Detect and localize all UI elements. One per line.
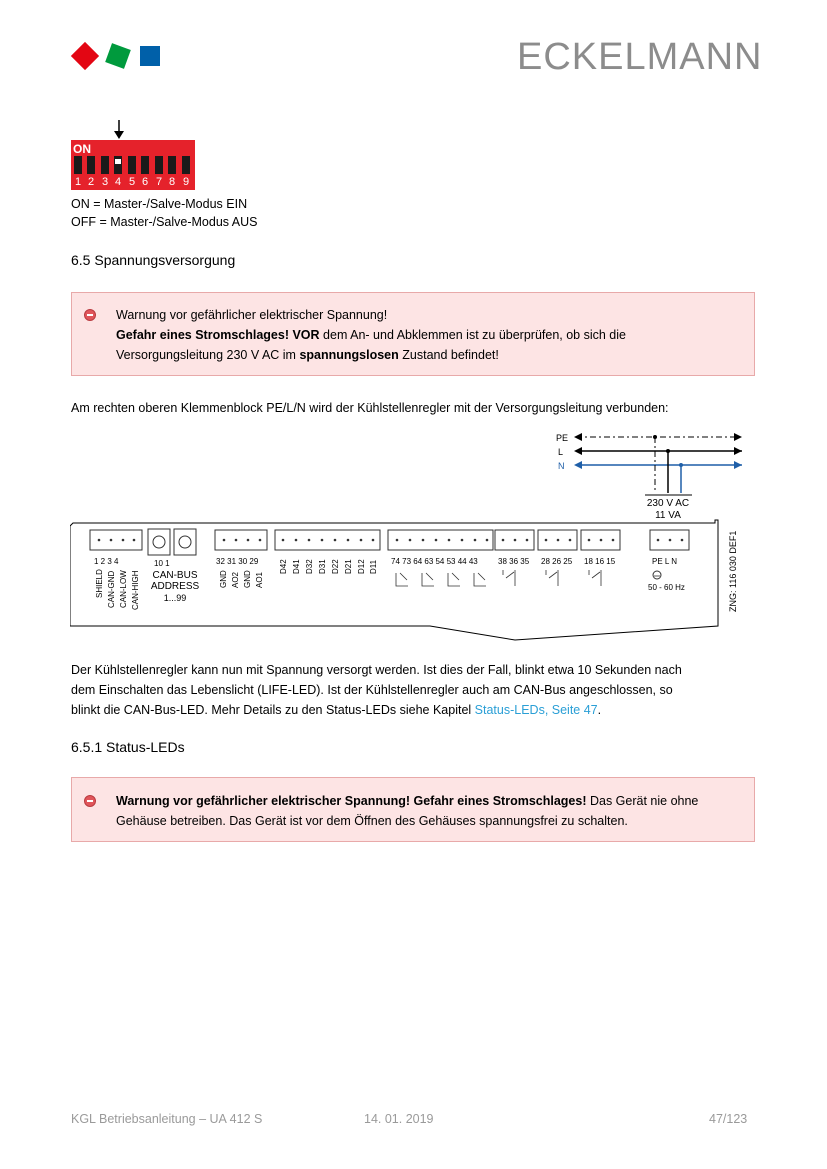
dip-num: 3 bbox=[101, 176, 109, 188]
drawing-number: ZNG: 116 030 DEF1 bbox=[728, 530, 738, 612]
label-d42: D42 bbox=[279, 559, 288, 574]
label-d32: D32 bbox=[305, 559, 314, 574]
frequency-label: 50 - 60 Hz bbox=[648, 583, 685, 592]
terminal-numbers-relays: 74 73 64 63 54 53 44 43 bbox=[391, 557, 478, 566]
label-gnd-2: GND bbox=[243, 570, 252, 588]
warning-1-bold-3: spannungslosen bbox=[299, 348, 399, 362]
logo bbox=[72, 42, 164, 72]
warning-1-text-3: Zustand befindet! bbox=[398, 348, 499, 362]
pe-node bbox=[653, 435, 657, 439]
warning-1-text bbox=[116, 305, 626, 365]
supply-power: 11 VA bbox=[655, 510, 681, 521]
label-d31: D31 bbox=[318, 559, 327, 574]
label-d21: D21 bbox=[344, 559, 353, 574]
paragraph-status-line-3: blinkt die CAN-Bus-LED. Mehr Details zu den Status-LEDs siehe Kapitel bbox=[71, 703, 475, 717]
l-node bbox=[666, 449, 670, 453]
warning-1-text-1: dem An- und Abklemmen ist zu überprüfen, ob sich die bbox=[319, 328, 626, 342]
l-arrow-left-icon bbox=[574, 447, 582, 455]
dip-num: 9 bbox=[182, 176, 190, 188]
dip-knob bbox=[115, 159, 121, 164]
dip-switch-4 bbox=[114, 156, 122, 174]
warning-icon bbox=[84, 795, 96, 807]
warning-1-text-2: Versorgungsleitung 230 V AC im bbox=[116, 348, 300, 362]
n-arrow-left-icon bbox=[574, 461, 582, 469]
warning-1-bold-2: VOR bbox=[292, 328, 320, 342]
label-d12: D12 bbox=[357, 559, 366, 574]
l-arrow-right-icon bbox=[734, 447, 742, 455]
label-n: N bbox=[558, 461, 565, 471]
dip-switch-5 bbox=[128, 156, 136, 174]
paragraph-status-line-3-end: . bbox=[597, 703, 602, 717]
dip-legend-on: ON = Master-/Salve-Modus EIN bbox=[71, 197, 248, 211]
dip-num: 4 bbox=[114, 176, 122, 188]
logo-blue-square bbox=[140, 46, 160, 66]
rotary-numbers: 10 1 bbox=[154, 559, 170, 568]
address-range: 1...99 bbox=[163, 593, 187, 603]
warning-box-1 bbox=[71, 292, 755, 376]
terminal-numbers-ao: 32 31 30 29 bbox=[216, 557, 259, 566]
dip-switch-3 bbox=[101, 156, 109, 174]
warning-2-text bbox=[116, 791, 698, 831]
label-pe: PE bbox=[556, 433, 569, 443]
paragraph-status-line-2: dem Einschalten das Lebenslicht (LIFE-LED). Ist der Kühlstellenregler auch am CAN-Bus angeschlossen, so bbox=[71, 683, 673, 697]
warning-box-2 bbox=[71, 777, 755, 842]
label-gnd-1: GND bbox=[219, 570, 228, 588]
paragraph-connection: Am rechten oberen Klemmenblock PE/L/N wird der Kühlstellenregler mit der Versorgungsleitung verbunden: bbox=[71, 401, 669, 415]
section-title-6-5: 6.5 Spannungsversorgung bbox=[71, 252, 236, 268]
label-can-gnd: CAN-GND bbox=[107, 570, 116, 608]
pe-arrow-left-icon bbox=[574, 433, 582, 441]
dip-num: 7 bbox=[155, 176, 163, 188]
paragraph-status-line-1: Der Kühlstellenregler kann nun mit Spannung versorgt werden. Ist dies der Fall, blinkt etwa 10 Sekunden nach bbox=[71, 663, 682, 677]
address-label: ADDRESS bbox=[150, 581, 200, 592]
dip-num: 8 bbox=[168, 176, 176, 188]
terminal-numbers-r2: 38 36 35 bbox=[498, 557, 530, 566]
brand-name: ECKELMANN bbox=[517, 36, 763, 78]
label-d22: D22 bbox=[331, 559, 340, 574]
footer-page-number: 47/123 bbox=[709, 1112, 748, 1126]
terminal-numbers-r4: 18 16 15 bbox=[584, 557, 616, 566]
terminal-numbers-pln: PE L N bbox=[652, 557, 678, 566]
dip-switch-6 bbox=[141, 156, 149, 174]
canbus-label: CAN-BUS bbox=[152, 570, 198, 581]
n-arrow-right-icon bbox=[734, 461, 742, 469]
wiring-diagram bbox=[70, 428, 760, 653]
dip-switch-9 bbox=[182, 156, 190, 174]
logo-red-square bbox=[71, 42, 99, 70]
dip-on-label: ON bbox=[73, 142, 91, 156]
dip-num: 5 bbox=[128, 176, 136, 188]
footer-title: KGL Betriebsanleitung – UA 412 S bbox=[71, 1112, 263, 1126]
dip-legend-off: OFF = Master-/Salve-Modus AUS bbox=[71, 215, 258, 229]
label-can-low: CAN-LOW bbox=[119, 570, 128, 608]
footer-date: 14. 01. 2019 bbox=[364, 1112, 434, 1126]
dip-switch-1 bbox=[74, 156, 82, 174]
dip-switch bbox=[71, 140, 195, 190]
status-leds-link[interactable]: Status-LEDs, Seite 47 bbox=[474, 703, 598, 717]
warning-icon bbox=[84, 309, 96, 321]
terminal-numbers-r3: 28 26 25 bbox=[541, 557, 573, 566]
warning-1-title: Warnung vor gefährlicher elektrischer Spannung! bbox=[116, 308, 388, 322]
warning-2-text-1: Das Gerät nie ohne bbox=[586, 794, 699, 808]
label-d41: D41 bbox=[292, 559, 301, 574]
supply-voltage: 230 V AC bbox=[646, 498, 690, 509]
dip-num: 1 bbox=[74, 176, 82, 188]
dip-switch-8 bbox=[168, 156, 176, 174]
label-can-high: CAN-HIGH bbox=[131, 570, 140, 610]
paragraph-status bbox=[71, 660, 682, 720]
dip-num: 6 bbox=[141, 176, 149, 188]
dip-switch-2 bbox=[87, 156, 95, 174]
warning-2-bold: Warnung vor gefährlicher elektrischer Spannung! Gefahr eines Stromschlages! bbox=[116, 794, 587, 808]
dip-switch-7 bbox=[155, 156, 163, 174]
dip-arrow-icon bbox=[112, 120, 126, 140]
warning-1-bold-1: Gefahr eines Stromschlages! bbox=[116, 328, 289, 342]
n-node bbox=[679, 463, 683, 467]
dip-num: 2 bbox=[87, 176, 95, 188]
label-ao2: AO2 bbox=[231, 571, 240, 588]
warning-2-text-2: Gehäuse betreiben. Das Gerät ist vor dem Öffnen des Gehäuses spannungsfrei zu schalten. bbox=[116, 814, 628, 828]
label-d11: D11 bbox=[369, 559, 378, 574]
label-shield: SHIELD bbox=[95, 569, 104, 598]
section-title-6-5-1: 6.5.1 Status-LEDs bbox=[71, 739, 185, 755]
label-l: L bbox=[558, 447, 564, 457]
terminal-numbers-can: 1 2 3 4 bbox=[94, 557, 119, 566]
pe-arrow-right-icon bbox=[734, 433, 742, 441]
logo-green-square bbox=[105, 43, 131, 69]
label-ao1: AO1 bbox=[255, 571, 264, 588]
